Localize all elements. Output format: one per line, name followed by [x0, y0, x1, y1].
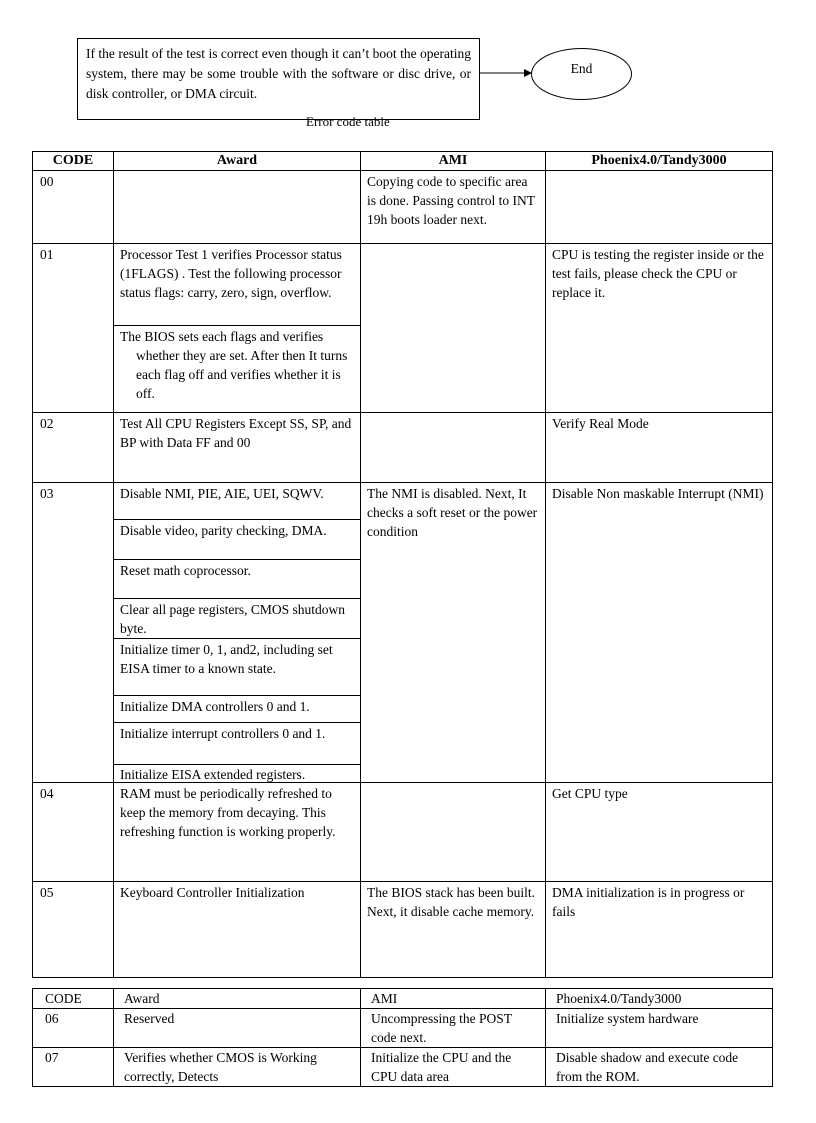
table-header-row — [33, 152, 773, 171]
award-cell — [114, 171, 361, 244]
award-cell: RAM must be periodically refreshed to keep the memory from decaying. This refreshing function is working properly. — [114, 783, 361, 882]
phoenix-cell: DMA initialization is in progress or fails — [546, 882, 773, 978]
award-cell: Reserved — [114, 1009, 361, 1048]
code-cell: 03 — [33, 483, 114, 783]
table-row — [33, 1009, 773, 1048]
flowchart-end-node — [531, 48, 632, 100]
award-subcell: Clear all page registers, CMOS shutdown byte. — [114, 599, 360, 639]
header-ami: AMI — [361, 152, 546, 171]
header-ami: AMI — [361, 989, 546, 1009]
header-code: CODE — [33, 152, 114, 171]
phoenix-cell: Disable Non maskable Interrupt (NMI) — [546, 483, 773, 783]
phoenix-cell — [546, 171, 773, 244]
header-award: Award — [114, 152, 361, 171]
flowchart-box-text: If the result of the test is correct even though it can’t boot the operating system, there may be some trouble with the software or disc drive, or disk controller, or DMA circuit. — [86, 46, 471, 101]
table-row — [33, 1048, 773, 1087]
award-cell — [114, 483, 361, 783]
award-cell: Test All CPU Registers Except SS, SP, and BP with Data FF and 00 — [114, 413, 361, 483]
code-cell: 02 — [33, 413, 114, 483]
award-subcell: Disable NMI, PIE, AIE, UEI, SQWV. — [114, 483, 360, 520]
code-cell: 07 — [33, 1048, 114, 1087]
award-subcell: Disable video, parity checking, DMA. — [114, 520, 360, 560]
ami-cell: Copying code to specific area is done. Passing control to INT 19h boots loader next. — [361, 171, 546, 244]
code-cell: 04 — [33, 783, 114, 882]
ami-cell — [361, 783, 546, 882]
header-phoenix: Phoenix4.0/Tandy3000 — [546, 152, 773, 171]
flowchart-end-label: End — [570, 61, 593, 76]
flowchart-arrow — [480, 60, 534, 80]
code-cell: 00 — [33, 171, 114, 244]
phoenix-cell: Get CPU type — [546, 783, 773, 882]
table-row — [33, 483, 773, 783]
table-caption: Error code table — [306, 114, 390, 129]
phoenix-cell: Verify Real Mode — [546, 413, 773, 483]
award-cell: Verifies whether CMOS is Working correctly, Detects — [114, 1048, 361, 1087]
award-subcell: Initialize EISA extended registers. — [120, 767, 306, 782]
award-subcell: The BIOS sets each flags and verifies whether they are set. After then It turns each flag off and verifies whether it is off. — [120, 329, 348, 401]
flowchart-process-box — [77, 38, 480, 120]
ami-cell — [361, 244, 546, 413]
phoenix-cell: CPU is testing the register inside or the test fails, please check the CPU or replace it. — [546, 244, 773, 413]
table-row — [33, 171, 773, 244]
table-row — [33, 783, 773, 882]
award-cell — [114, 244, 361, 413]
award-subcell: Initialize interrupt controllers 0 and 1. — [114, 723, 360, 765]
ami-cell: The BIOS stack has been built. Next, it disable cache memory. — [361, 882, 546, 978]
ami-cell: Uncompressing the POST code next. — [361, 1009, 546, 1048]
error-code-table-continued — [32, 988, 773, 1087]
header-code: CODE — [33, 989, 114, 1009]
code-cell: 05 — [33, 882, 114, 978]
award-subcell: Processor Test 1 verifies Processor status (1FLAGS) . Test the following processor status flags: carry, zero, sign, overflow. — [114, 244, 360, 326]
award-subcell: Reset math coprocessor. — [114, 560, 360, 599]
error-code-table — [32, 151, 773, 978]
header-award: Award — [114, 989, 361, 1009]
ami-cell: The NMI is disabled. Next, It checks a soft reset or the power condition — [361, 483, 546, 783]
ami-cell — [361, 413, 546, 483]
code-cell: 01 — [33, 244, 114, 413]
code-cell: 06 — [33, 1009, 114, 1048]
table-row — [33, 413, 773, 483]
phoenix-cell: Disable shadow and execute code from the ROM. — [546, 1048, 773, 1087]
table-row — [33, 244, 773, 413]
header-phoenix: Phoenix4.0/Tandy3000 — [546, 989, 773, 1009]
phoenix-cell: Initialize system hardware — [546, 1009, 773, 1048]
award-cell: Keyboard Controller Initialization — [114, 882, 361, 978]
table-header-row — [33, 989, 773, 1009]
table-row — [33, 882, 773, 978]
award-subcell: Initialize timer 0, 1, and2, including set EISA timer to a known state. — [114, 639, 360, 696]
ami-cell: Initialize the CPU and the CPU data area — [361, 1048, 546, 1087]
award-subcell: Initialize DMA controllers 0 and 1. — [114, 696, 360, 723]
